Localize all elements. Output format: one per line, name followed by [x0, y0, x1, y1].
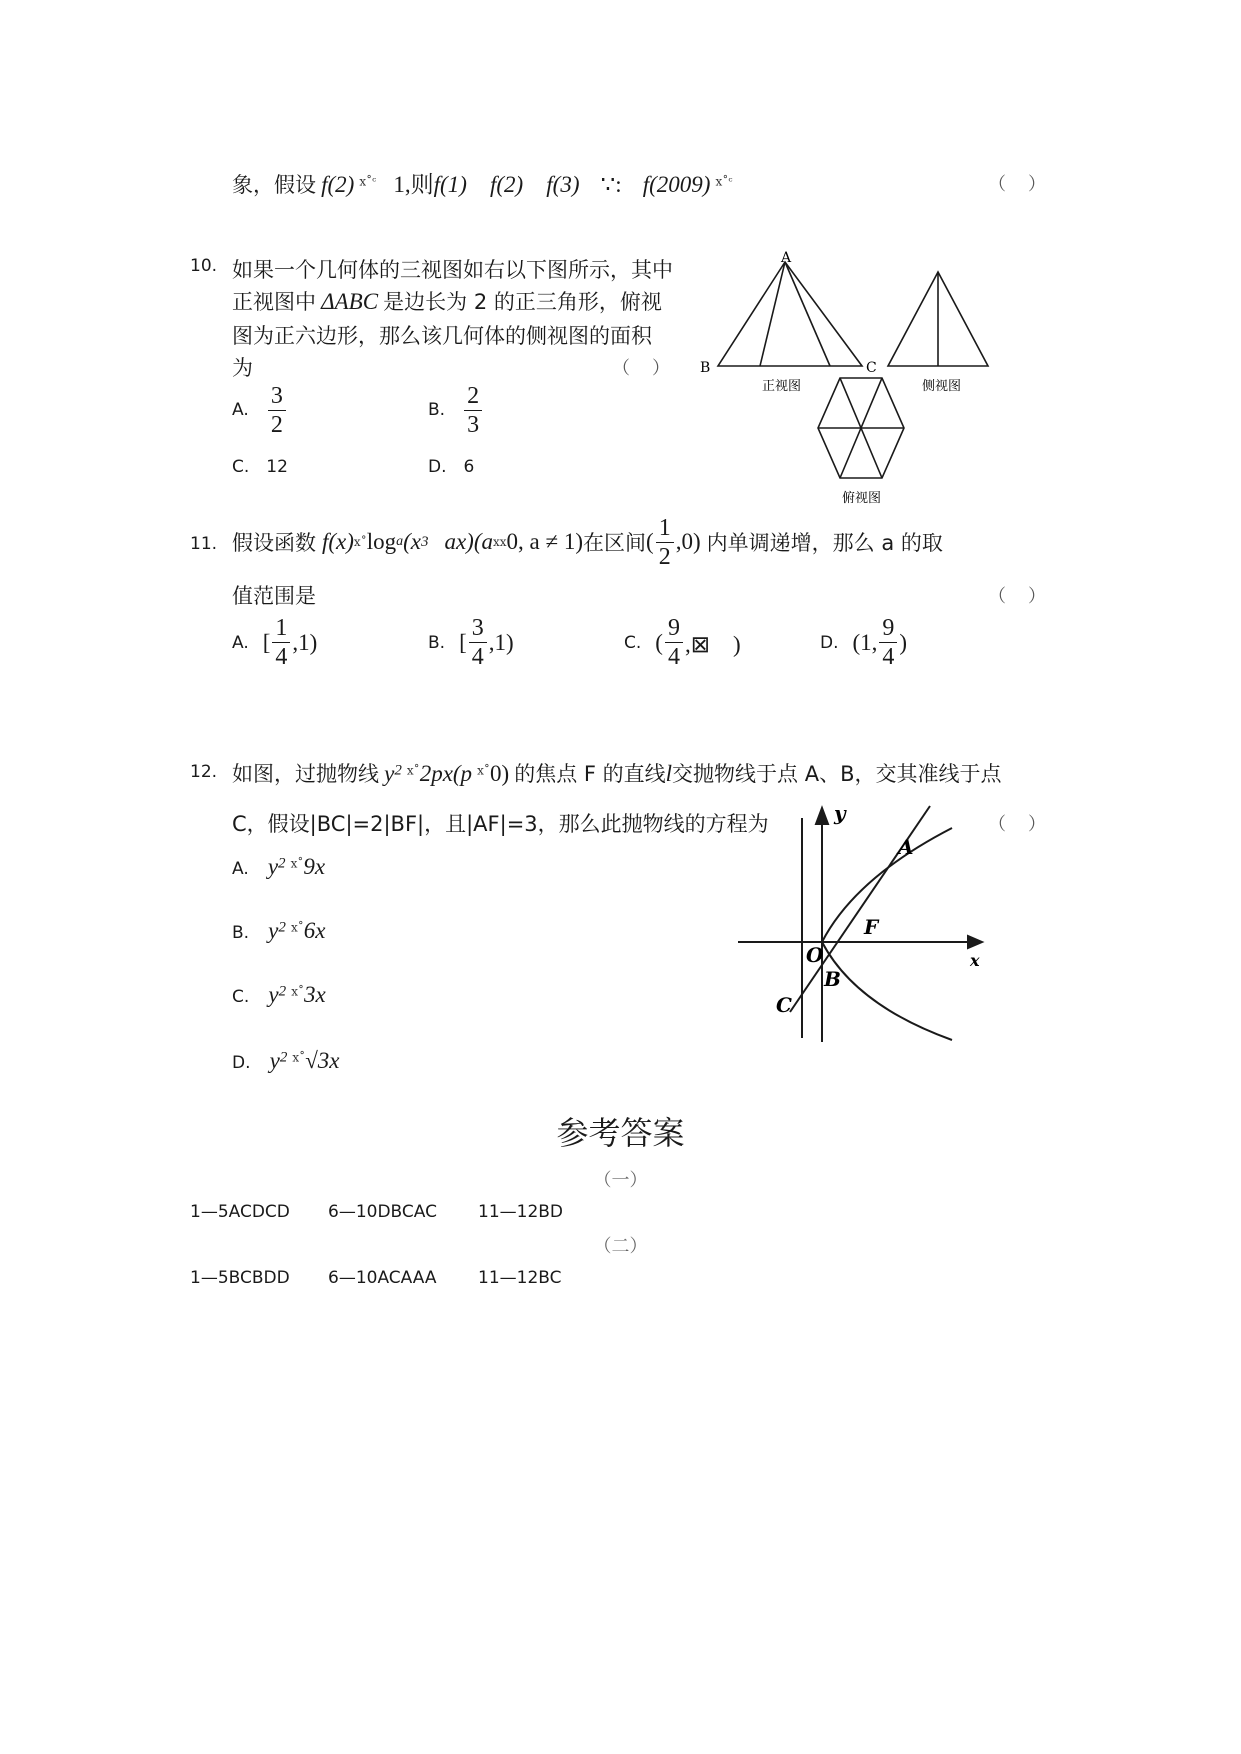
- q12-option-d-exponent: 2: [279, 1049, 288, 1066]
- q12-fig-label-o: O: [806, 943, 824, 967]
- q12-option-c: [232, 982, 326, 1008]
- q11-text-c: 内单调递增，那么 a 的取: [706, 531, 943, 555]
- q12-option-b-rhs: 6x: [303, 918, 326, 943]
- q10-option-b-fraction: [464, 382, 482, 439]
- q12-option-c-glyph: x˚: [291, 984, 304, 999]
- q11-answer-paren: （ ）: [988, 586, 1048, 607]
- answer-key-row-2-b: 6—10ACAAA: [328, 1268, 437, 1288]
- q11-option-d-open: (1,: [852, 629, 878, 655]
- q12-option-c-y: y: [268, 982, 279, 1007]
- q12-option-a-rhs: 9x: [303, 854, 326, 879]
- q12-answer-paren: （ ）: [988, 814, 1048, 835]
- answer-key-section-1: （一）: [593, 1170, 648, 1191]
- q11-option-d-close: ): [899, 629, 908, 655]
- q9-glyph-1: x˚ᶜ: [359, 174, 377, 189]
- q10-side-view: [888, 272, 988, 366]
- q10-option-b-numerator: 2: [464, 382, 482, 411]
- q11-option-a-numerator: 1: [272, 614, 290, 643]
- q10-option-a-numerator: 3: [268, 382, 286, 411]
- q10-fig-label-a: A: [781, 250, 792, 266]
- q12-option-a-exponent: 2: [278, 855, 286, 872]
- q10-option-c: C. 12: [232, 457, 288, 477]
- q12-fig-label-f: F: [864, 915, 879, 939]
- q12-option-c-label: C.: [232, 987, 250, 1007]
- q10-line-1: 如果一个几何体的三视图如右以下图所示，其中: [232, 258, 673, 282]
- q10-option-a: [232, 382, 288, 439]
- q10-number: 10.: [190, 256, 218, 276]
- q10-line-2a: 正视图中: [232, 290, 316, 314]
- q12-eq-end: 0): [489, 761, 510, 786]
- q9-f2: f(2): [321, 172, 355, 197]
- q12-option-d: [232, 1048, 340, 1074]
- q11-line-1: [232, 514, 943, 570]
- q12-glyph-1: x˚: [406, 763, 420, 778]
- q9-answer-paren: （ ）: [988, 174, 1048, 195]
- q12-option-b-exponent: 2: [278, 919, 286, 936]
- q10-option-b-label: B.: [428, 400, 446, 420]
- q12-fig-label-a: A: [898, 835, 914, 859]
- answer-key-section-2: （二）: [593, 1236, 648, 1257]
- q11-option-d-fraction: [879, 614, 897, 671]
- q10-option-a-denominator: 2: [270, 412, 283, 438]
- q10-line-2: [232, 286, 662, 316]
- q11-text-a: 假设函数: [232, 531, 316, 555]
- q10-line-3: 图为正六边形，那么该几何体的侧视图的面积: [232, 324, 652, 348]
- q10-option-b: [428, 382, 484, 439]
- q10-option-b-denominator: 3: [467, 412, 480, 438]
- q12-option-a-y: y: [267, 854, 279, 879]
- q12-line-l: l: [665, 761, 673, 786]
- q12-option-b-y: y: [268, 918, 279, 943]
- q12-text-a: 如图，过抛物线: [232, 762, 379, 786]
- answer-key-title: 参考答案: [556, 1114, 685, 1152]
- q12-option-d-y: y: [269, 1048, 280, 1073]
- q12-option-b-glyph: x˚: [290, 920, 304, 935]
- q12-eq-exponent: 2: [394, 762, 402, 779]
- q10-fig-label-c: C: [866, 360, 877, 376]
- q12-line-1: [232, 758, 1001, 788]
- q11-option-c-denominator: 4: [667, 644, 680, 670]
- q11-condition: 0, a ≠ 1): [506, 529, 584, 554]
- q11-option-a: [232, 614, 317, 671]
- q12-x-axis-arrow: [968, 936, 982, 948]
- q12-fig-label-y: y: [834, 801, 846, 825]
- q12-option-b: [232, 918, 325, 944]
- q12-y-axis-arrow: [816, 808, 828, 824]
- q11-option-b-fraction: [469, 614, 487, 671]
- q12-fig-label-c: C: [776, 993, 792, 1017]
- q11-interval-denominator: 2: [658, 543, 671, 570]
- q9-f2009: f(2009): [642, 172, 711, 197]
- q11-option-a-label: A.: [232, 632, 249, 653]
- q9-f3: f(3): [546, 172, 580, 197]
- q10-front-view: [718, 262, 862, 366]
- q12-option-d-glyph: x˚: [292, 1050, 306, 1065]
- q11-option-a-open: [: [262, 629, 271, 655]
- q11-option-a-denominator: 4: [275, 644, 288, 670]
- q11-text-b: 在区间: [583, 531, 647, 555]
- q12-number: 12.: [190, 762, 218, 782]
- q12-eq-y: y: [384, 761, 395, 786]
- q12-option-a-glyph: x˚: [290, 856, 304, 871]
- q12-eq-rhs: 2px(p: [419, 761, 473, 786]
- answer-key-row-1-b: 6—10DBCAC: [328, 1202, 437, 1222]
- q11-arg-2: ax)(a: [444, 529, 493, 554]
- q11-option-b-numerator: 3: [469, 614, 487, 643]
- q9-glyph-2: x˚ᶜ: [715, 174, 733, 189]
- q9-line: [232, 166, 732, 199]
- q12-option-a-label: A.: [232, 859, 249, 879]
- q11-option-b-denominator: 4: [471, 644, 484, 670]
- q12-parabola-figure: [730, 800, 1000, 1050]
- q10-front-view-outline: [718, 262, 862, 366]
- q11-option-d-denominator: 4: [882, 644, 895, 670]
- q11-option-c-open: (: [655, 629, 663, 655]
- q10-front-view-edge-1: [760, 262, 785, 366]
- q12-option-d-label: D.: [232, 1053, 251, 1073]
- q11-line-2: 值范围是: [232, 584, 316, 608]
- q10-side-view-caption: 侧视图: [922, 379, 962, 394]
- q10-line-4: 为: [232, 356, 253, 380]
- q11-option-a-close: ,1): [292, 629, 318, 655]
- q11-number: 11.: [190, 534, 218, 554]
- q10-front-view-caption: 正视图: [762, 379, 802, 394]
- q11-option-b: [428, 614, 514, 671]
- q11-interval-open: (: [646, 529, 654, 554]
- q12-option-b-label: B.: [232, 923, 250, 943]
- answer-key-row-2-c: 11—12BC: [478, 1268, 562, 1288]
- q12-parabola-lower-branch: [822, 942, 952, 1040]
- q11-option-c-fraction: [665, 614, 683, 671]
- q12-text-b: 的焦点 F 的直线: [514, 762, 666, 786]
- q11-arg: (x: [403, 529, 421, 554]
- q11-log-base: a: [396, 534, 404, 549]
- q9-text-b: 1,则: [393, 172, 434, 197]
- q11-option-d-numerator: 9: [879, 614, 897, 643]
- q12-glyph-2: x˚: [477, 763, 490, 778]
- q10-three-view-figure: [690, 250, 1010, 512]
- q11-option-b-open: [: [459, 629, 467, 655]
- q12-text-c: 交抛物线于点 A、B，交其准线于点: [672, 762, 1002, 786]
- q9-f1: f(1): [433, 172, 467, 197]
- q11-option-c-label: C.: [624, 632, 642, 653]
- q11-log: log: [366, 529, 397, 554]
- q12-option-a: [232, 854, 325, 880]
- answer-key-row-2-a: 1—5BCBDD: [190, 1268, 290, 1288]
- q12-option-d-rhs: √3x: [305, 1048, 340, 1073]
- q11-interval-numerator: 1: [656, 514, 674, 543]
- q11-option-d: [820, 614, 907, 671]
- q11-option-c-close: ,⊠ ): [684, 632, 741, 657]
- answer-key-row-1-a: 1—5ACDCD: [190, 1202, 290, 1222]
- q11-interval-fraction: [656, 514, 674, 571]
- q11-glyph-2: xx: [493, 535, 507, 549]
- q10-option-a-label: A.: [232, 400, 249, 420]
- q10-line-2b: 是边长为 2 的正三角形，俯视: [383, 290, 662, 314]
- q9-f2b: f(2): [489, 172, 524, 197]
- q12-option-c-rhs: 3x: [303, 982, 326, 1007]
- q12-line-2: C，假设|BC|=2|BF|，且|AF|=3，那么此抛物线的方程为: [232, 812, 769, 836]
- q10-top-view: [818, 378, 904, 478]
- q11-option-b-label: B.: [428, 632, 446, 653]
- q11-glyph-1: x˚: [353, 535, 367, 549]
- q11-option-d-label: D.: [820, 632, 839, 653]
- q9-text-a: 象，假设: [232, 173, 316, 197]
- q11-option-c-numerator: 9: [665, 614, 683, 643]
- q10-option-a-fraction: [268, 382, 286, 439]
- q11-option-c: [624, 614, 741, 671]
- q12-fig-label-b: B: [824, 967, 841, 991]
- q11-option-b-close: ,1): [488, 629, 514, 655]
- q9-dots: ∵:: [600, 172, 622, 197]
- q12-parabola-upper-branch: [822, 828, 952, 942]
- q10-option-d: D. 6: [428, 457, 475, 477]
- q12-option-c-exponent: 2: [278, 983, 287, 1000]
- q12-fig-label-x: x: [970, 951, 980, 970]
- q10-fig-label-b: B: [700, 360, 711, 376]
- q11-arg-exponent: 3: [420, 533, 429, 550]
- q10-triangle-abc: ΔABC: [321, 289, 379, 314]
- q11-option-a-fraction: [272, 614, 290, 671]
- q10-top-view-caption: 俯视图: [842, 491, 882, 506]
- q11-interval-close: ,0): [675, 529, 701, 554]
- answer-key-row-1-c: 11—12BD: [478, 1202, 564, 1222]
- q11-func: f(x): [322, 529, 354, 554]
- q10-answer-paren: （ ）: [612, 358, 672, 379]
